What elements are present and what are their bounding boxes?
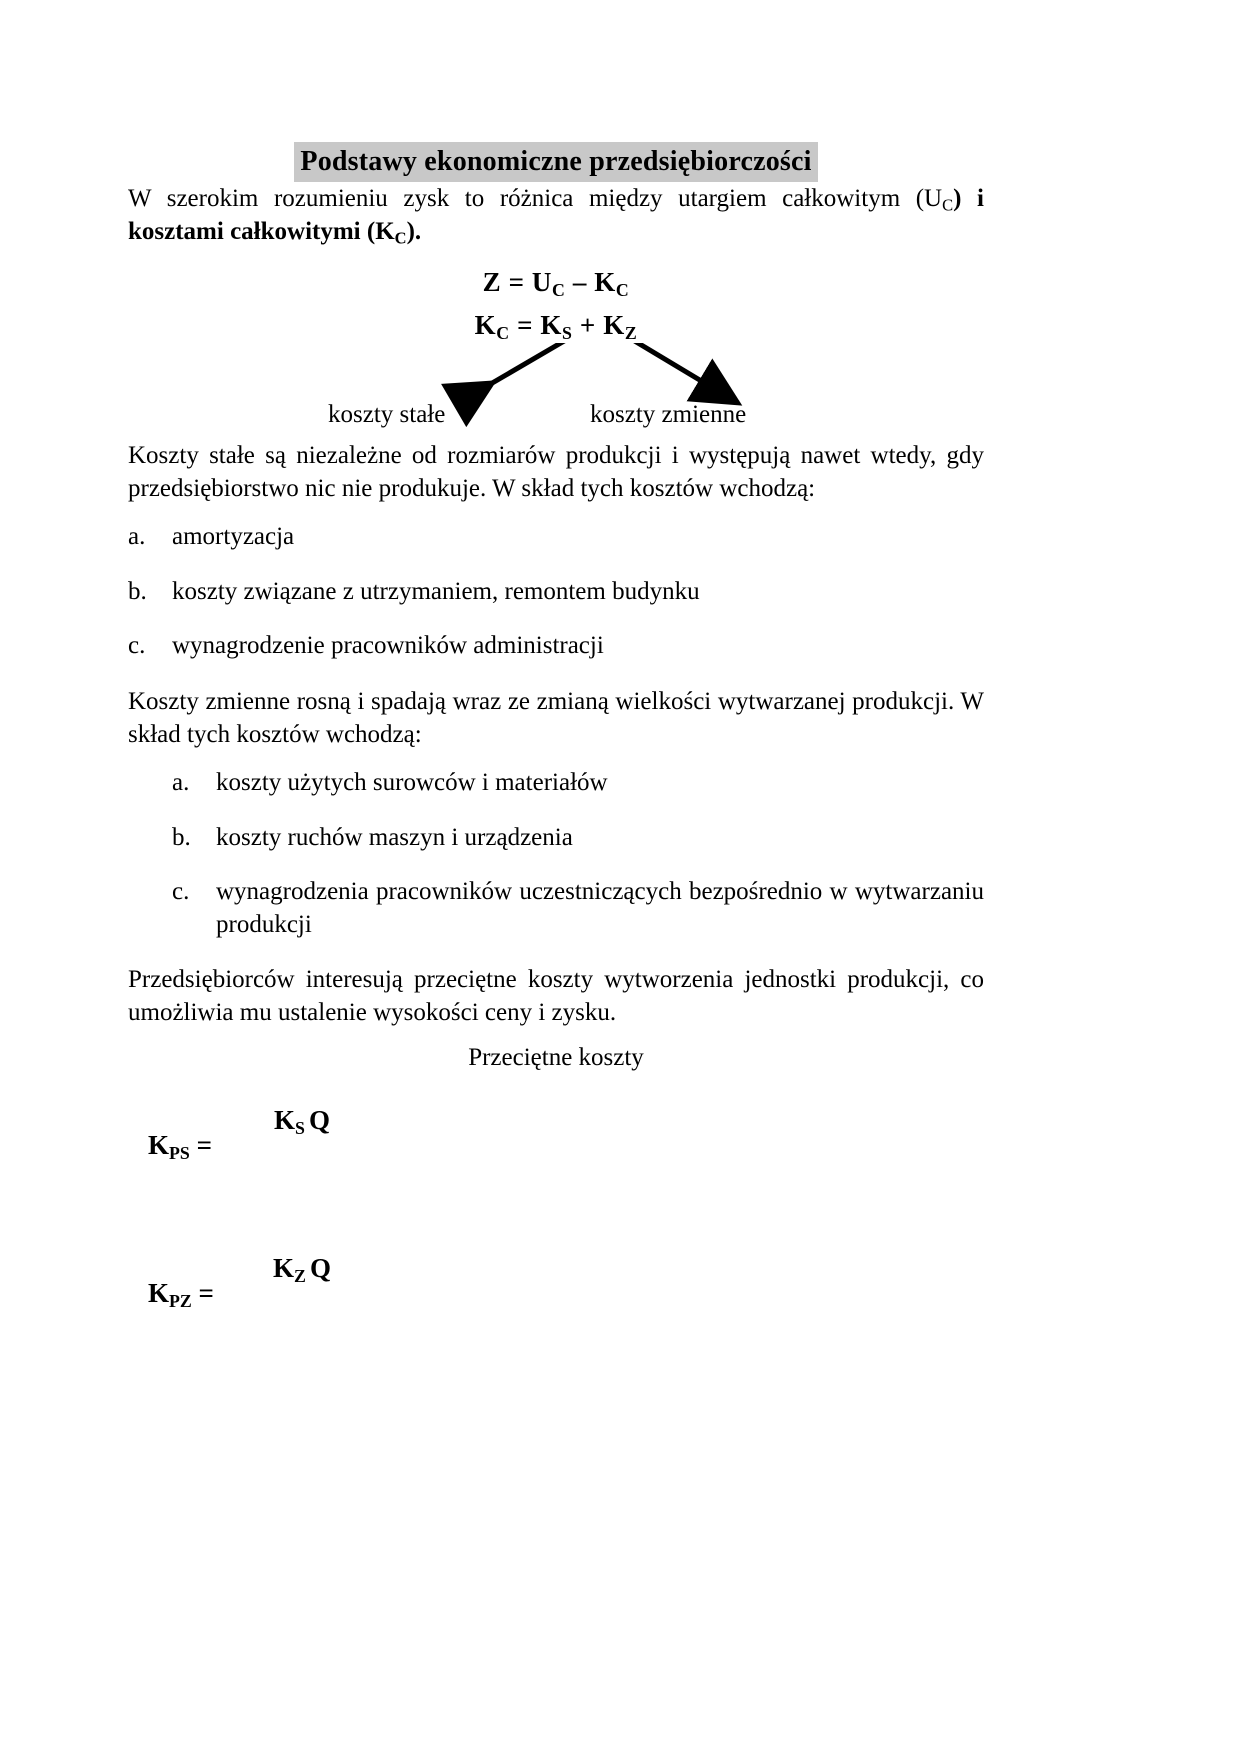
- list-item: [128, 521, 984, 554]
- kps-equals: =: [189, 1129, 212, 1160]
- average-costs-paragraph: Przedsiębiorców interesują przeciętne koszty wytworzenia jednostki produkcji, co umożliwia mu ustalenie wysokości ceny i zysku.: [128, 966, 984, 1027]
- list-item-text: koszty związane z utrzymaniem, remontem budynku: [172, 577, 700, 605]
- intro-paragraph: [128, 182, 984, 249]
- fixed-costs-list: [128, 521, 984, 663]
- list-marker: a.: [128, 523, 146, 550]
- label-variable-costs: koszty zmienne: [590, 400, 747, 428]
- formula-profit-lhs: Z = U: [482, 266, 553, 297]
- numerator-subscript: S: [295, 1117, 305, 1138]
- label-fixed-costs: koszty stałe: [328, 400, 446, 428]
- fraction-denominator: Q: [308, 1104, 330, 1135]
- list-marker: b.: [172, 823, 191, 851]
- list-item-text: wynagrodzenie pracowników administracji: [172, 632, 604, 659]
- kpz-subscript: PZ: [169, 1290, 192, 1311]
- intro-subscript-kc: C: [394, 228, 407, 248]
- arrow-to-fixed-costs: [458, 343, 571, 403]
- list-item: [172, 767, 984, 800]
- list-marker: b.: [128, 577, 147, 605]
- list-item-text: koszty ruchów maszyn i urządzenia: [216, 823, 573, 851]
- variable-costs-paragraph: Koszty zmienne rosną i spadają wraz ze zmianą wielkości wytwarzanej produkcji. W skład tych kosztów wchodzą:: [128, 687, 984, 748]
- fraction-denominator: Q: [309, 1252, 331, 1283]
- formula-average-variable-lhs: [148, 1278, 214, 1309]
- numerator-subscript: Z: [294, 1265, 306, 1286]
- list-item-text: koszty użytych surowców i materiałów: [216, 769, 608, 796]
- list-item-text: wynagrodzenia pracowników uczestniczących bezpośrednio w wytwarzaniu produkcji: [216, 878, 984, 938]
- average-costs-heading: Przeciętne koszty: [468, 1043, 644, 1071]
- list-item: [172, 822, 984, 855]
- page-title-container: [128, 142, 984, 182]
- kps-subscript: PS: [169, 1142, 190, 1163]
- list-marker: c.: [128, 632, 146, 659]
- list-marker: a.: [172, 769, 190, 796]
- list-item: [172, 876, 984, 941]
- fraction-numerator: [274, 1105, 305, 1139]
- formula-average-variable-cost: [128, 1254, 984, 1350]
- fraction-kz-over-q: [248, 1254, 356, 1284]
- fraction-ks-over-q: [248, 1106, 356, 1136]
- fixed-costs-paragraph: Koszty stałe są niezależne od rozmiarów produkcji i występują nawet wtedy, gdy przedsiębiorstwo nic nie produkuje. W skład tych kosztów wchodzą:: [128, 441, 984, 502]
- branch-arrows-svg: [128, 343, 984, 439]
- formula-profit-sub-uc: C: [552, 279, 566, 300]
- variable-costs-list: [128, 767, 984, 941]
- cost-branch-diagram: [128, 343, 984, 439]
- formula-profit-sub-kc: C: [615, 279, 630, 300]
- intro-text-part1: W szerokim rozumieniu zysk to różnica między utargiem całkowitym (U: [128, 185, 943, 212]
- formula-total-cost: [128, 310, 984, 341]
- kpz-equals: =: [191, 1277, 214, 1308]
- formula-total-cost-sub-z: Z: [624, 322, 638, 343]
- formula-total-cost-eq: = K: [509, 309, 563, 340]
- formula-total-cost-plus: + K: [572, 309, 625, 340]
- formula-total-cost-lhs: K: [474, 309, 497, 340]
- kpz-letter: K: [148, 1277, 170, 1308]
- numerator-letter: K: [274, 1104, 296, 1135]
- formula-profit-op: – K: [565, 266, 616, 297]
- formula-average-fixed-cost: [128, 1106, 984, 1202]
- arrow-to-variable-costs: [628, 343, 738, 403]
- numerator-letter: K: [273, 1252, 295, 1283]
- list-item: [128, 630, 984, 663]
- formula-total-cost-sub-s: S: [562, 322, 573, 343]
- intro-subscript-uc: C: [942, 195, 954, 215]
- page-title: Podstawy ekonomiczne przedsiębiorczości: [294, 142, 817, 182]
- formula-average-fixed-lhs: [148, 1130, 212, 1161]
- intro-text-part2: ) i kosztami całkowitymi (K: [128, 185, 984, 246]
- kps-letter: K: [148, 1129, 170, 1160]
- intro-text-part3: ).: [406, 218, 422, 246]
- list-item: [128, 576, 984, 609]
- fraction-numerator: [273, 1253, 306, 1287]
- list-marker: c.: [172, 878, 190, 905]
- document-content: [128, 0, 984, 1350]
- list-item-text: amortyzacja: [172, 523, 295, 550]
- formula-total-cost-sub-c: C: [496, 322, 510, 343]
- formula-profit: [128, 267, 984, 298]
